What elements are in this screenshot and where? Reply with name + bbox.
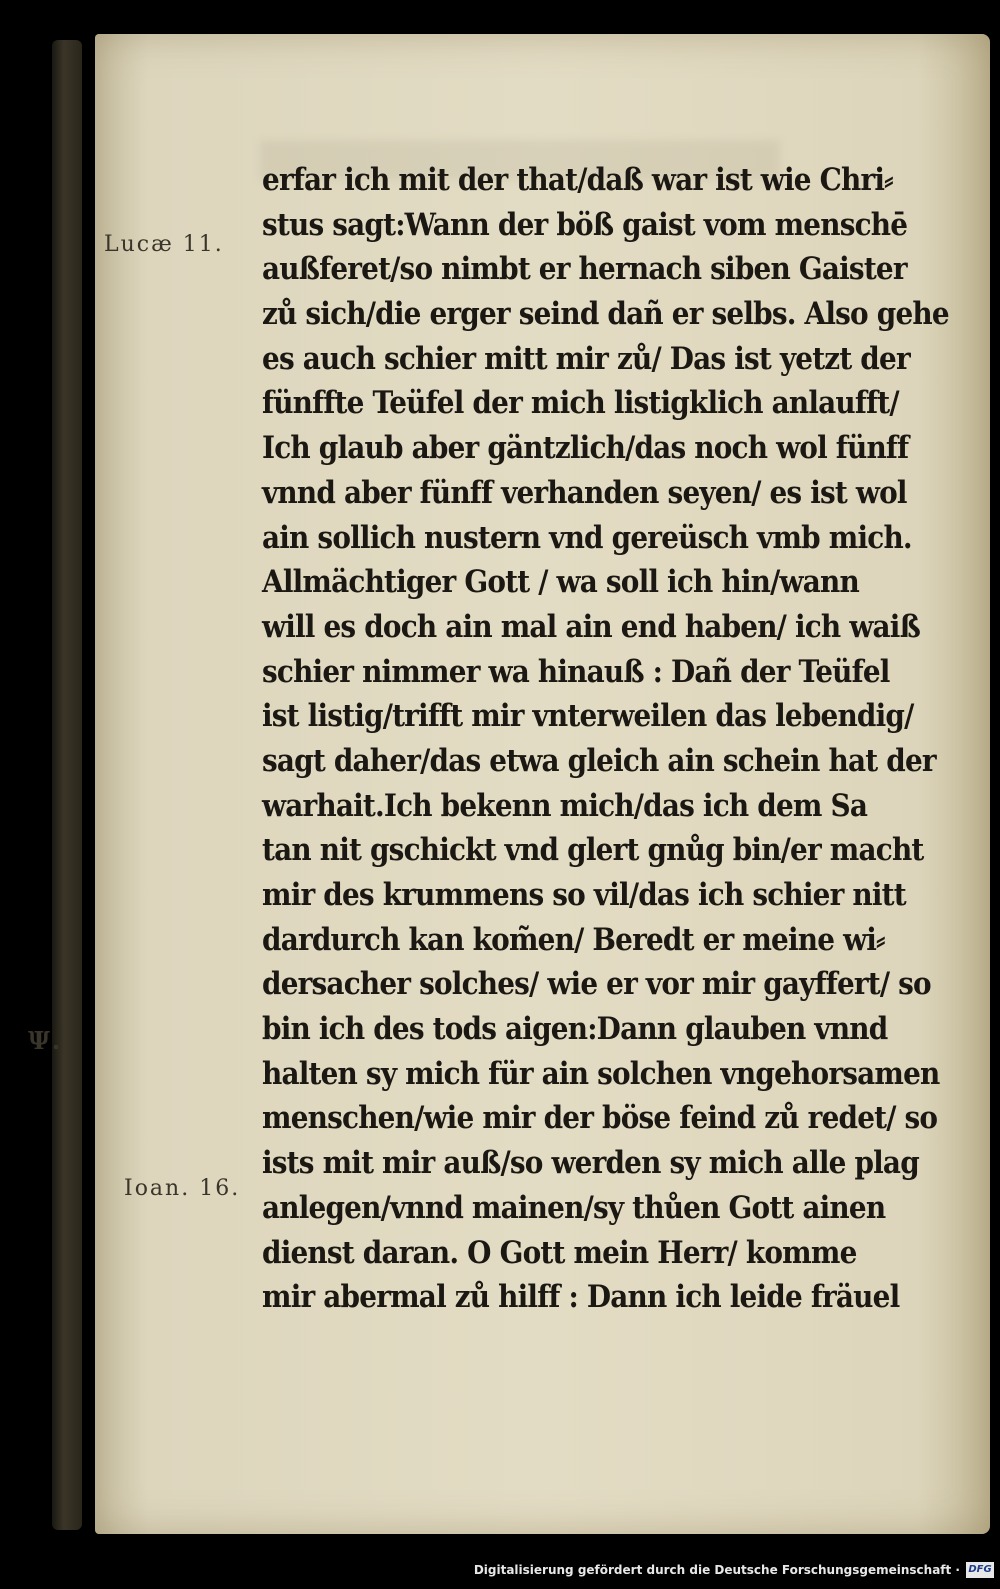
text-line: sagt daher/das etwa gleich ain schein hat der (262, 742, 936, 779)
text-line: ist listig/trifft mir vnterweilen das lebendig/ (262, 698, 914, 735)
text-line: außferet/so nimbt er hernach siben Gaister (262, 251, 907, 288)
text-line: fünffte Teüfel der mich listigklich anlaufft/ (262, 385, 899, 422)
text-line: halten sy mich für ain solchen vngehorsamen (262, 1055, 940, 1092)
marginal-note-middle: Ψ. (28, 1026, 63, 1055)
text-line: menschen/wie mir der böse feind zů redet/ so (262, 1100, 938, 1137)
text-line: dersacher solches/ wie er vor mir gayffert/ so (262, 966, 931, 1003)
text-line: bin ich des tods aigen:Dann glauben vnnd (262, 1011, 888, 1048)
marginal-note-luke: Lucæ 11. (104, 232, 224, 257)
text-line: Allmächtiger Gott / wa soll ich hin/wann (262, 564, 859, 601)
text-line: dienst daran. O Gott mein Herr/ komme (262, 1234, 857, 1271)
text-line: mir abermal zů hilff : Dann ich leide fräuel (262, 1279, 900, 1316)
text-line: Ich glaub aber gäntzlich/das noch wol fünff (262, 430, 909, 467)
text-line: ists mit mir auß/so werden sy mich alle plag (262, 1145, 919, 1182)
funding-credit: Digitalisierung gefördert durch die Deutsche Forschungsgemeinschaft · (473, 1563, 960, 1577)
text-line: vnnd aber fünff verhanden seyen/ es ist wol (262, 474, 907, 511)
marginal-note-john: Ioan. 16. (124, 1176, 241, 1201)
text-line: tan nit gschickt vnd glert gnůg bin/er macht (262, 832, 924, 869)
text-line: ain sollich nustern vnd gereüsch vmb mich. (262, 519, 912, 556)
body-text (262, 158, 997, 1320)
text-line: erfar ich mit der that/daß war ist wie Chri⸗ (262, 162, 893, 198)
book-binding (52, 40, 82, 1530)
text-line: zů sich/die erger seind dañ er selbs. Also gehe (262, 296, 949, 333)
footer-bar (0, 1555, 1000, 1589)
text-line: mir des krummens so vil/das ich schier nitt (262, 877, 906, 913)
dfg-logo-icon: DFG (966, 1562, 994, 1578)
text-line: dardurch kan kom̃en/ Beredt er meine wi⸗ (262, 921, 885, 958)
text-line: es auch schier mitt mir zů/ Das ist yetzt der (262, 340, 910, 377)
text-line: will es doch ain mal ain end haben/ ich waiß (262, 608, 920, 645)
text-line: schier nimmer wa hinauß : Dañ der Teüfel (262, 653, 890, 690)
text-line: warhait.Ich bekenn mich/das ich dem Sa (262, 787, 868, 824)
text-line: stus sagt:Wann der böß gaist vom menschē (262, 206, 908, 243)
text-line: anlegen/vnnd mainen/sy thůen Gott ainen (262, 1189, 886, 1226)
